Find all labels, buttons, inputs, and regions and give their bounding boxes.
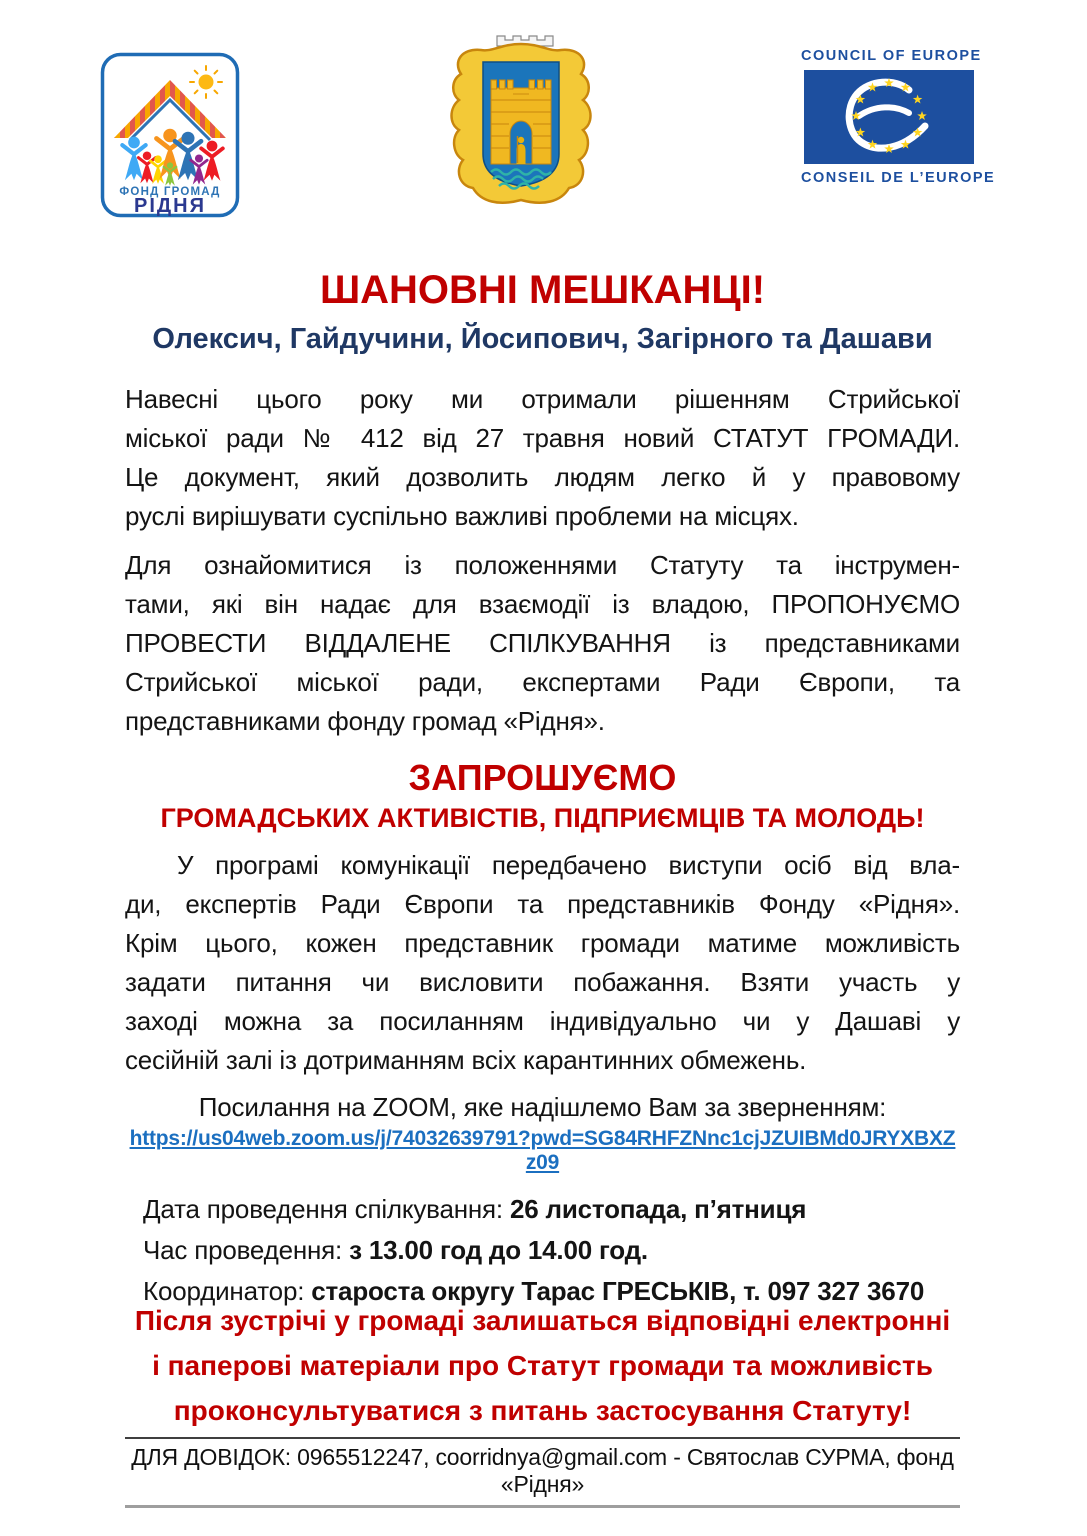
sun-icon: [190, 66, 222, 98]
gate-icon: [491, 80, 551, 164]
saint-figure-icon: [516, 136, 525, 164]
ridnya-fund-logo: [100, 52, 240, 218]
detail-date-value: 26 листопада, п’ятниця: [509, 1194, 807, 1224]
paragraph-statute: Навесні цього року ми отримали рішенням Стрийської міської ради № 412 від 27 травня новий СТАТУТ ГРОМАДИ. Це документ, який дозволить людям легко й у правовому руслі вирішувати суспільно важливі проблеми на місцях.: [125, 384, 960, 531]
detail-coordinator-label: Координатор:: [143, 1276, 312, 1306]
sub-heading: Олексич, Гайдучини, Йосипович, Загірного та Дашави: [152, 323, 933, 355]
detail-coordinator-value: староста округу Тарас ГРЕСЬКІВ, т. 097 327 3670: [311, 1276, 925, 1306]
event-details: [125, 1189, 960, 1312]
footer-contact: ДЛЯ ДОВІДОК: 0965512247, coorridnya@gmail.com - Святослав СУРМА, фонд «Рідня»: [125, 1437, 960, 1508]
detail-date-label: Дата проведення спілкування:: [143, 1194, 510, 1224]
coe-caption-bottom: CONSEIL DE L’EUROPE: [801, 170, 996, 186]
zoom-link-lead: Посилання на ZOOM, яке надішлемо Вам за зверненням:: [198, 1092, 887, 1122]
flyer-content: [0, 268, 1087, 1312]
coe-caption-top: COUNCIL OF EUROPE: [801, 48, 982, 64]
logo-row: [0, 0, 1087, 240]
detail-time: [143, 1230, 960, 1271]
coe-blue-box: [804, 70, 974, 164]
ridnya-logo-text-top: ФОНД ГРОМАД: [119, 186, 221, 198]
invite-heading: ЗАПРОШУЄМО: [408, 757, 677, 798]
coe-e-swirl-icon: [849, 82, 925, 148]
paragraph-program: У програмі комунікації передбачено виступи осіб від вла- ди, експертів Ради Європи та представників Фонду «Рідня». Крім цього, кожен представник громади матиме можливість задати питання чи висловити побажання. Взяти участь у заході можна за посиланням індивідуально чи у Дашаві у сесійній залі із дотриманням всіх карантинних обмежень.: [125, 850, 960, 1075]
detail-date: [143, 1189, 960, 1230]
stryi-coat-of-arms: [441, 28, 601, 220]
zoom-meeting-link[interactable]: https://us04web.zoom.us/j/74032639791?pwd=SG84RHFZNnc1cjJZUIBMd0JRYXBXZz09: [129, 1127, 956, 1174]
paragraph-invitation: Для ознайомитися із положеннями Статуту та інструмен- тами, які він надає для взаємодії із владою, ПРОПОНУЄМО ПРОВЕСТИ ВІДДАЛЕНЕ СПІЛКУВАННЯ із представниками Стрийської міської ради, експертами Ради Європи, та представниками фонду громад «Рідня».: [125, 550, 960, 736]
closing-note: Після зустрічі у громаді залишаться відповідні електронні і паперові матеріали про Статут громади та можливість проконсультуватися з питань застосування Статуту!: [134, 1305, 951, 1426]
detail-time-label: Час проведення:: [143, 1235, 350, 1265]
council-of-europe-logo: [801, 48, 996, 186]
invite-subheading: ГРОМАДСЬКИХ АКТИВІСТІВ, ПІДПРИЄМЦІВ ТА МОЛОДЬ!: [160, 803, 925, 833]
main-heading: ШАНОВНІ МЕШКАНЦІ!: [319, 268, 766, 312]
ridnya-logo-text-bottom: РІДНЯ: [134, 195, 206, 217]
detail-time-value: з 13.00 год до 14.00 год.: [349, 1235, 648, 1265]
